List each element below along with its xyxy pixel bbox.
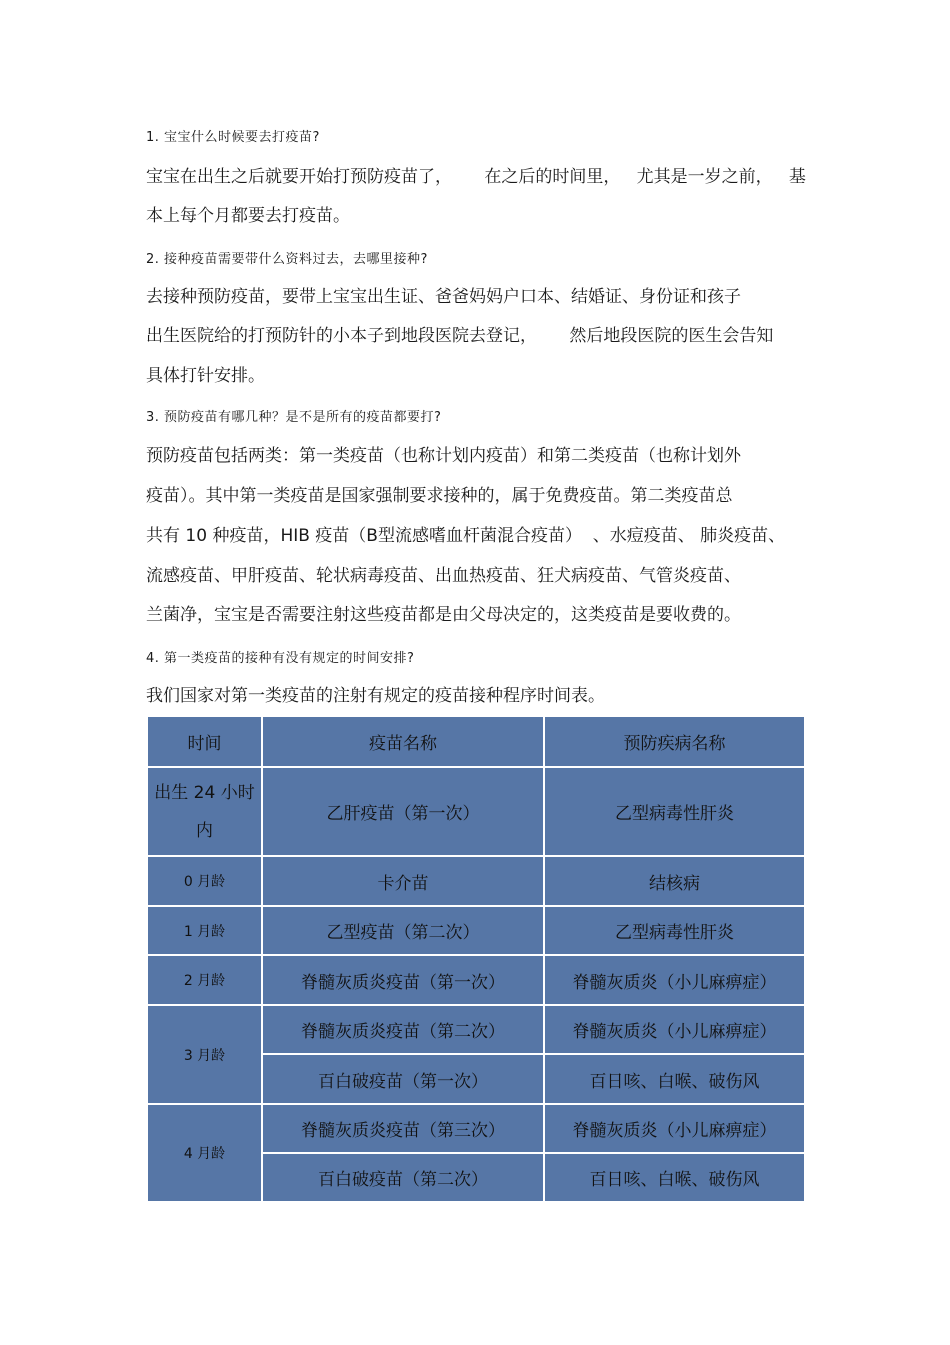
question-4: 4. 第一类疫苗的接种有没有规定的时间安排? <box>146 651 415 666</box>
header-time: 时间 <box>147 716 262 767</box>
cell-vaccine: 乙肝疫苗（第一次） <box>262 767 544 856</box>
header-vaccine: 疫苗名称 <box>262 716 544 767</box>
answer-3-line-5: 兰菌净，宝宝是否需要注射这些疫苗都是由父母决定的，这类疫苗是要收费的。 <box>146 605 741 625</box>
cell-vaccine: 脊髓灰质炎疫苗（第三次） <box>262 1104 544 1153</box>
table-row <box>147 1005 805 1054</box>
cell-vaccine: 脊髓灰质炎疫苗（第一次） <box>262 955 544 1005</box>
table-row <box>147 1104 805 1153</box>
cell-time: 3 月龄 <box>147 1005 262 1104</box>
table-header-row <box>147 716 805 767</box>
cell-time: 0 月龄 <box>147 856 262 906</box>
cell-vaccine: 乙型疫苗（第二次） <box>262 906 544 955</box>
table-row <box>147 955 805 1005</box>
answer-3-line-4: 流感疫苗、甲肝疫苗、轮状病毒疫苗、出血热疫苗、狂犬病疫苗、气管炎疫苗、 <box>146 566 741 586</box>
question-1: 1. 宝宝什么时候要去打疫苗? <box>146 130 320 145</box>
cell-disease: 脊髓灰质炎（小儿麻痹症） <box>544 1005 805 1054</box>
table-row <box>147 767 805 856</box>
cell-disease: 结核病 <box>544 856 805 906</box>
answer-3-line-2: 疫苗）。其中第一类疫苗是国家强制要求接种的，属于免费疫苗。第二类疫苗总 <box>146 486 733 506</box>
question-3: 3. 预防疫苗有哪几种？是不是所有的疫苗都要打? <box>146 410 442 425</box>
cell-time: 4 月龄 <box>147 1104 262 1202</box>
answer-2-line-1: 去接种预防疫苗，要带上宝宝出生证、爸爸妈妈户口本、结婚证、身份证和孩子 <box>146 287 741 307</box>
answer-2-line-3: 具体打针安排。 <box>146 366 265 386</box>
cell-disease: 百日咳、白喉、破伤风 <box>544 1054 805 1104</box>
cell-vaccine: 卡介苗 <box>262 856 544 906</box>
answer-3-line-3: 共有 10 种疫苗，HIB 疫苗（B型流感嗜血杆菌混合疫苗） 、水痘疫苗、 肺炎疫苗、 <box>146 526 786 546</box>
cell-disease: 脊髓灰质炎（小儿麻痹症） <box>544 955 805 1005</box>
answer-1-line-1: 宝宝在出生之后就要开始打预防疫苗了， 在之后的时间里， 尤其是一岁之前， 基 <box>146 167 806 187</box>
cell-time: 1 月龄 <box>147 906 262 955</box>
vaccine-schedule-table <box>146 715 806 1203</box>
answer-2-line-2: 出生医院给的打预防针的小本子到地段医院去登记， 然后地段医院的医生会告知 <box>146 326 774 346</box>
cell-time: 2 月龄 <box>147 955 262 1005</box>
answer-1-line-2: 本上每个月都要去打疫苗。 <box>146 206 350 226</box>
cell-vaccine: 脊髓灰质炎疫苗（第二次） <box>262 1005 544 1054</box>
table-row <box>147 906 805 955</box>
cell-disease: 脊髓灰质炎（小儿麻痹症） <box>544 1104 805 1153</box>
cell-disease: 乙型病毒性肝炎 <box>544 906 805 955</box>
cell-vaccine: 百白破疫苗（第一次） <box>262 1054 544 1104</box>
question-2: 2. 接种疫苗需要带什么资料过去，去哪里接种? <box>146 252 428 267</box>
cell-disease: 乙型病毒性肝炎 <box>544 767 805 856</box>
cell-disease: 百日咳、白喉、破伤风 <box>544 1153 805 1202</box>
answer-3-line-1: 预防疫苗包括两类：第一类疫苗（也称计划内疫苗）和第二类疫苗（也称计划外 <box>146 446 741 466</box>
answer-4-line-1: 我们国家对第一类疫苗的注射有规定的疫苗接种程序时间表。 <box>146 686 605 706</box>
header-disease: 预防疾病名称 <box>544 716 805 767</box>
cell-time: 出生 24 小时内 <box>147 767 262 856</box>
table-row <box>147 856 805 906</box>
cell-vaccine: 百白破疫苗（第二次） <box>262 1153 544 1202</box>
